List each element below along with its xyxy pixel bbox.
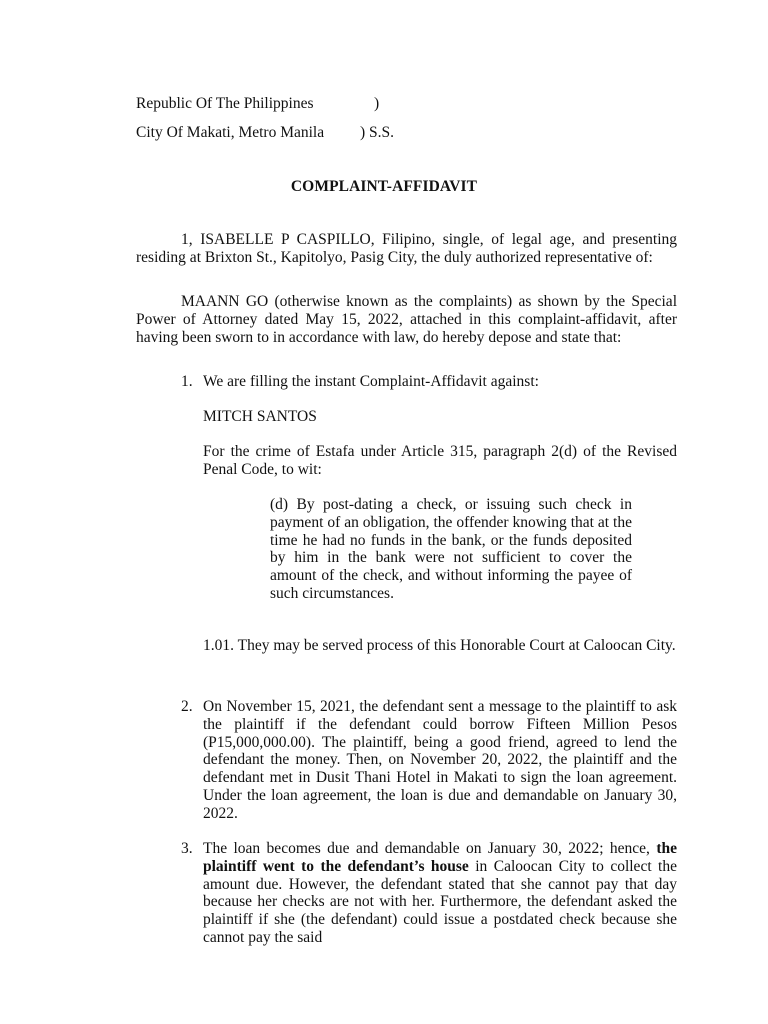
item-2-text: On November 15, 2021, the defendant sent a message to the plaintiff to ask the plaintiff if the defendant could borrow Fifteen Million Pesos (P15,000,000.00). The plaintiff, being a good friend, agreed to lend the defendant the money. Then, on November 20, 2022, the plaintiff and the defendant met in Dusit Thani Hotel in Makati to sign the loan agreement. Under the loan agreement, the loan is due and demandable on January 30, 2022. xyxy=(203,698,677,822)
item-2-number: 2. xyxy=(181,698,193,715)
respondent-name: MITCH SANTOS xyxy=(203,408,317,425)
intro-paragraph-2: MAANN GO (otherwise known as the complaints) as shown by the Special Power of Attorney dated May 15, 2022, attached in this complaint-affidavit, after having been sworn to in accordance with law, do hereby depose and state that: xyxy=(136,293,677,346)
item-1-crime: For the crime of Estafa under Article 315, paragraph 2(d) of the Revised Penal Code, to wit: xyxy=(203,443,677,478)
caption-line-2-left: City Of Makati, Metro Manila xyxy=(136,124,325,141)
intro-paragraph-1: 1, ISABELLE P CASPILLO, Filipino, single, of legal age, and presenting residing at Brixton St., Kapitolyo, Pasig City, the duly authorized representative of: xyxy=(136,231,677,266)
caption-line-1-right: ) xyxy=(374,95,380,112)
item-3-number: 3. xyxy=(181,840,193,857)
item-3-text-bold: the plaintiff went to the defendant’s house xyxy=(203,840,677,875)
item-1-number: 1. xyxy=(181,373,193,390)
document-title: COMPLAINT-AFFIDAVIT xyxy=(290,178,478,195)
item-3-text-after: in Caloocan City to collect the amount due. However, the defendant stated that she cannot pay that day because her checks are not with her. Furthermore, the defendant asked the plaintiff if she (the defendant) could issue a postdated check because she cannot pay the said xyxy=(203,857,677,946)
item-1-sub-1-01: 1.01. They may be served process of this Honorable Court at Caloocan City. xyxy=(203,637,676,654)
caption-line-2-right: ) S.S. xyxy=(360,124,395,141)
item-3-text-before: The loan becomes due and demandable on January 30, 2022; hence, xyxy=(203,840,650,857)
item-3-text xyxy=(203,840,677,947)
caption-line-1-left: Republic Of The Philippines xyxy=(136,95,314,112)
item-1-quote: (d) By post-dating a check, or issuing such check in payment of an obligation, the offender knowing that at the time he had no funds in the bank, or the funds deposited by him in the bank were not sufficient to cover the amount of the check, and without informing the payee of such circumstances. xyxy=(270,496,632,602)
item-1-text: We are filling the instant Complaint-Affidavit against: xyxy=(203,373,539,390)
